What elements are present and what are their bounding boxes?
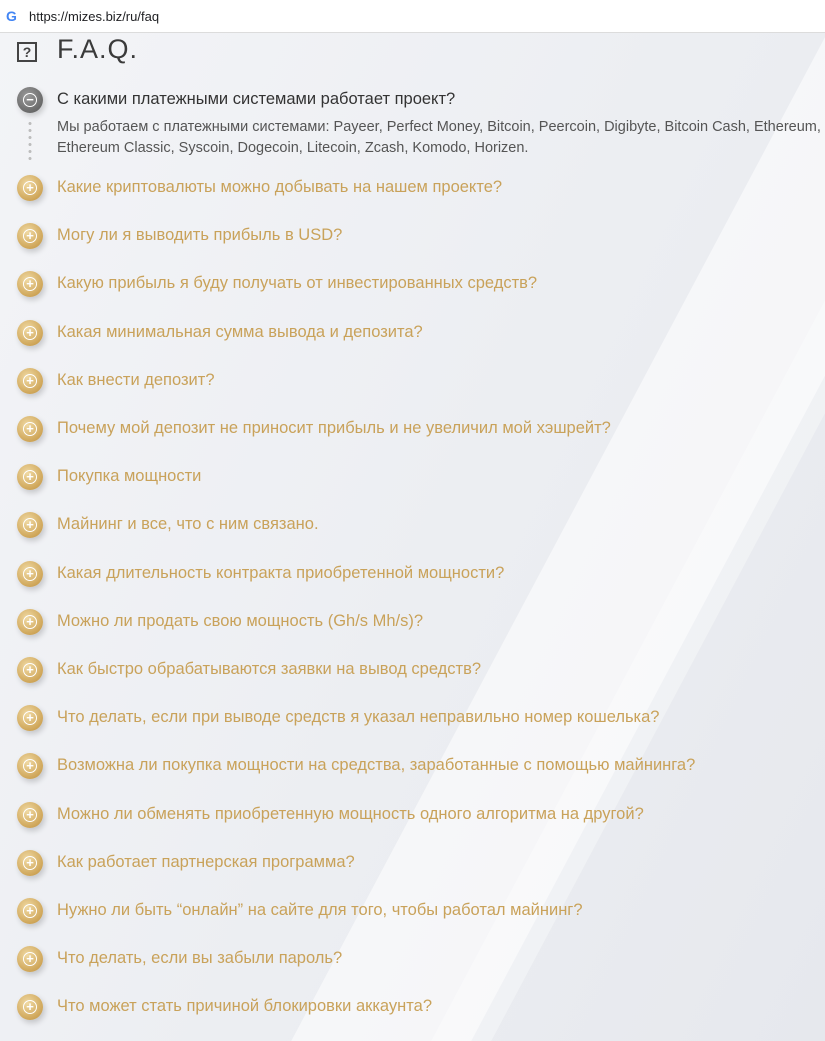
expand-toggle[interactable]: [17, 946, 43, 972]
plus-icon: +: [23, 470, 37, 484]
plus-icon: +: [23, 1000, 37, 1014]
expand-toggle[interactable]: [17, 705, 43, 731]
plus-icon: +: [23, 326, 37, 340]
faq-question[interactable]: Что делать, если вы забыли пароль?: [57, 949, 343, 967]
faq-answer: Мы работаем с платежными системами: Payeer, Perfect Money, Bitcoin, Peercoin, Digibyte, Bitcoin Cash, Ethereum, Ethereum Classic, Syscoin, Dogecoin, Litecoin, Zcash, Komodo, Horizen.: [57, 119, 821, 156]
plus-icon: +: [23, 856, 37, 870]
plus-icon: +: [23, 808, 37, 822]
faq-question[interactable]: Покупка мощности: [57, 467, 202, 485]
collapse-toggle[interactable]: [17, 87, 43, 113]
plus-icon: +: [23, 952, 37, 966]
url-text[interactable]: https://mizes.biz/ru/faq: [29, 9, 160, 24]
expand-toggle[interactable]: [17, 802, 43, 828]
expand-toggle[interactable]: [17, 561, 43, 587]
plus-icon: +: [23, 181, 37, 195]
faq-question[interactable]: Возможна ли покупка мощности на средства, заработанные с помощью майнинга?: [57, 756, 696, 774]
expand-toggle[interactable]: [17, 464, 43, 490]
faq-question[interactable]: Что может стать причиной блокировки аккаунта?: [57, 997, 433, 1015]
plus-icon: +: [23, 518, 37, 532]
expand-toggle[interactable]: [17, 994, 43, 1020]
expand-toggle[interactable]: [17, 271, 43, 297]
expand-toggle[interactable]: [17, 898, 43, 924]
expand-toggle[interactable]: [17, 657, 43, 683]
plus-icon: +: [23, 567, 37, 581]
plus-icon: +: [23, 422, 37, 436]
faq-question[interactable]: Как внести депозит?: [57, 371, 215, 389]
plus-icon: +: [23, 663, 37, 677]
plus-icon: +: [23, 904, 37, 918]
expand-toggle[interactable]: [17, 223, 43, 249]
faq-question[interactable]: Как быстро обрабатываются заявки на вывод средств?: [57, 660, 482, 678]
plus-icon: +: [23, 277, 37, 291]
faq-question[interactable]: Можно ли продать свою мощность (Gh/s Mh/s)?: [57, 612, 424, 630]
page-title: F.A.Q.: [57, 34, 139, 64]
expand-toggle[interactable]: [17, 512, 43, 538]
expand-toggle[interactable]: [17, 368, 43, 394]
expand-toggle[interactable]: [17, 850, 43, 876]
expand-toggle[interactable]: [17, 416, 43, 442]
faq-question[interactable]: Какая минимальная сумма вывода и депозита?: [57, 323, 423, 341]
faq-question[interactable]: Какую прибыль я буду получать от инвестированных средств?: [57, 274, 538, 292]
plus-icon: +: [23, 615, 37, 629]
answer-dots-divider: [28, 120, 32, 160]
plus-icon: +: [23, 759, 37, 773]
minus-icon: −: [23, 93, 37, 107]
faq-question[interactable]: Какая длительность контракта приобретенной мощности?: [57, 564, 505, 582]
faq-question[interactable]: Почему мой депозит не приносит прибыль и не увеличил мой хэшрейт?: [57, 419, 611, 437]
address-bar[interactable]: [0, 0, 825, 33]
expand-toggle[interactable]: [17, 320, 43, 346]
faq-question[interactable]: Могу ли я выводить прибыль в USD?: [57, 226, 343, 244]
plus-icon: +: [23, 229, 37, 243]
faq-question[interactable]: С какими платежными системами работает проект?: [57, 90, 456, 108]
faq-question[interactable]: Как работает партнерская программа?: [57, 853, 355, 871]
expand-toggle[interactable]: [17, 609, 43, 635]
faq-question[interactable]: Что делать, если при выводе средств я указал неправильно номер кошелька?: [57, 708, 660, 726]
faq-question[interactable]: Какие криптовалюты можно добывать на нашем проекте?: [57, 178, 503, 196]
faq-question[interactable]: Майнинг и все, что с ним связано.: [57, 515, 319, 533]
question-box-icon: ?: [17, 42, 37, 62]
expand-toggle[interactable]: [17, 175, 43, 201]
expand-toggle[interactable]: [17, 753, 43, 779]
faq-question[interactable]: Нужно ли быть “онлайн” на сайте для того, чтобы работал майнинг?: [57, 901, 583, 919]
plus-icon: +: [23, 711, 37, 725]
google-g-icon: G: [6, 8, 17, 24]
faq-question[interactable]: Можно ли обменять приобретенную мощность одного алгоритма на другой?: [57, 805, 644, 823]
plus-icon: +: [23, 374, 37, 388]
